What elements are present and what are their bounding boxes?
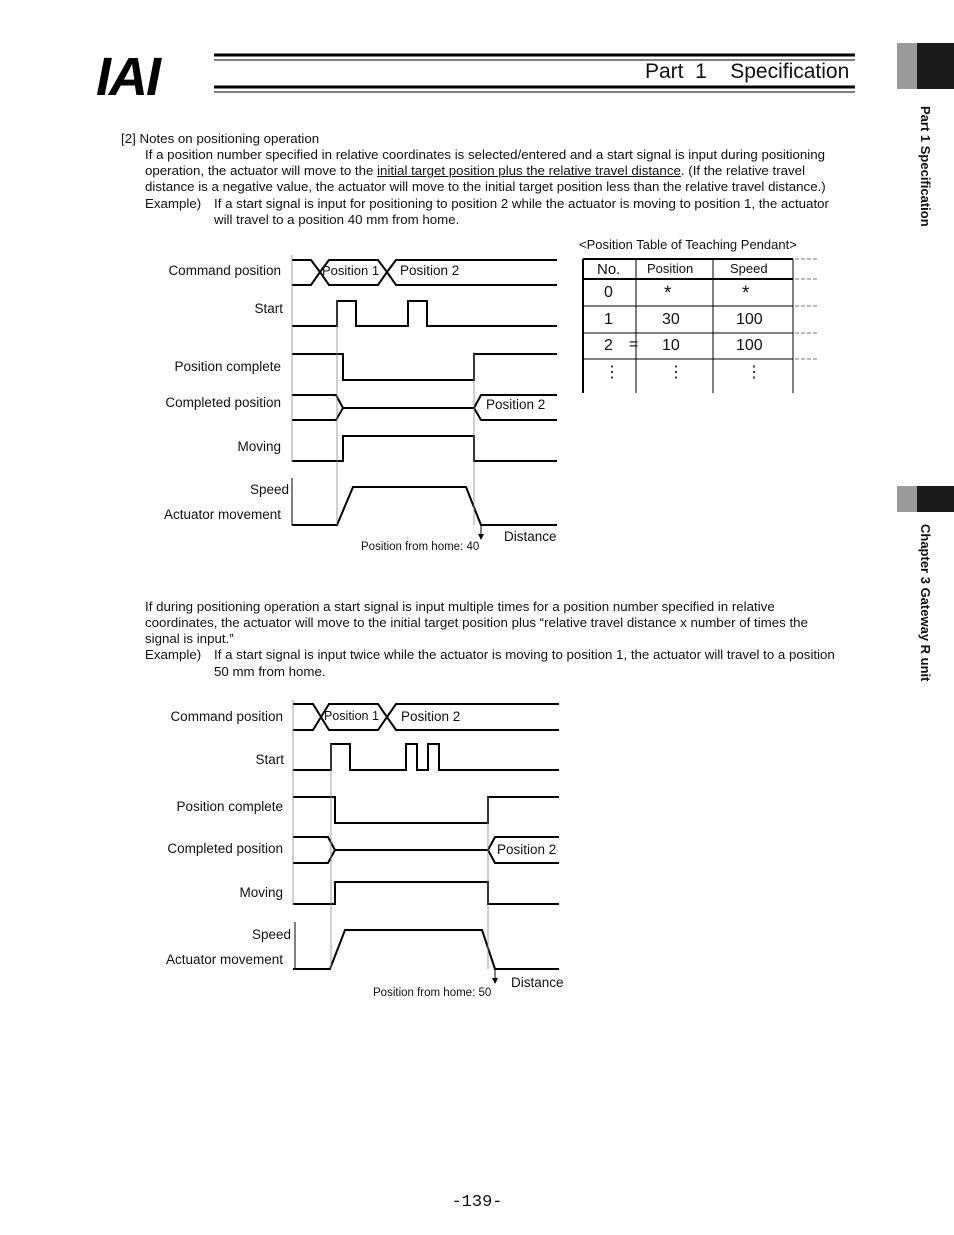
- table-ellipsis-no: ⋮: [604, 364, 620, 381]
- side-tab-bottom-label: Chapter 3 Gateway R unit: [918, 524, 933, 682]
- table-row0-speed: *: [742, 283, 750, 304]
- d1-completed-position2: Position 2: [486, 397, 546, 412]
- d1-distance-arrow: [478, 525, 484, 540]
- diagram1-guides: [292, 255, 474, 525]
- d2-label-start: Start: [255, 752, 284, 767]
- d2-label-moving: Moving: [239, 885, 283, 900]
- d2-cmd-position2: Position 2: [401, 709, 461, 724]
- d2-label-speed: Speed: [251, 927, 291, 942]
- d1-label-actuator-movement: Actuator movement: [163, 507, 281, 522]
- example2-line1: If a start signal is input twice while the actuator is moving to position 1, the actuator will travel to a position: [214, 647, 835, 662]
- d1-speed-wave: [292, 487, 557, 525]
- d1-moving-wave: [292, 436, 557, 461]
- d2-cmd-position1: Position 1: [324, 709, 379, 723]
- table-row2-speed: 100: [736, 337, 763, 354]
- para1-line1: If a position number specified in relative coordinates is selected/entered and a start signal is input during positioning: [145, 147, 826, 162]
- table-row2-no: 2: [604, 337, 613, 354]
- d2-speed-wave: [293, 930, 559, 969]
- table-row1-speed: 100: [736, 311, 763, 328]
- d2-distance-label: Distance: [511, 975, 564, 990]
- d2-label-command-position: Command position: [170, 709, 283, 724]
- table-caption: <Position Table of Teaching Pendant>: [579, 237, 797, 252]
- d1-label-completed-position: Completed position: [165, 395, 281, 410]
- example2-label: Example): [145, 647, 202, 662]
- underlined-phrase: initial target position plus the relative travel distance: [377, 163, 681, 179]
- d2-moving-wave: [293, 882, 559, 904]
- d2-completed-position2: Position 2: [497, 842, 557, 857]
- d2-label-position-complete: Position complete: [176, 799, 283, 814]
- d1-label-moving: Moving: [237, 439, 281, 454]
- table-header-position: Position: [647, 261, 694, 276]
- example1-line2: will travel to a position 40 mm from home.: [214, 212, 460, 227]
- d1-cmd-position2: Position 2: [400, 263, 460, 278]
- table-row2-mark: =: [629, 336, 639, 353]
- iai-logo: IAI: [96, 47, 160, 107]
- d1-position-complete-wave: [292, 354, 557, 380]
- table-ellipsis-speed: ⋮: [746, 364, 762, 381]
- d1-cmd-position1: Position 1: [322, 263, 380, 278]
- paragraph-2: [145, 599, 875, 648]
- d2-position-complete-wave: [293, 797, 559, 823]
- d1-label-position-complete: Position complete: [174, 359, 281, 374]
- d2-completed-left: [293, 837, 335, 863]
- d1-label-command-position: Command position: [168, 263, 281, 278]
- table-row0-position: *: [664, 283, 672, 304]
- position-table-dashed: [795, 259, 819, 359]
- d2-start-wave: [293, 744, 559, 770]
- d2-distance-arrow: [492, 969, 498, 984]
- diagram2-guides: [293, 700, 488, 969]
- page-number: -139-: [451, 1193, 503, 1212]
- table-ellipsis-position: ⋮: [668, 364, 684, 381]
- para2-line3: signal is input.”: [145, 631, 234, 647]
- d1-start-wave: [292, 301, 557, 326]
- para1-line2: operation, the actuator will move to the initial target position plus the relative travel distance. (If the relative travel: [145, 163, 806, 179]
- d1-completed-left: [292, 395, 343, 420]
- para1-line3: distance is a negative value, the actuator will move to the initial target position less than the relative travel distance.): [145, 179, 826, 195]
- page-header-title: Part 1 Specification: [645, 60, 850, 83]
- diagram2-waveforms: [293, 704, 559, 969]
- d1-distance-label: Distance: [504, 529, 557, 544]
- example1-line1: If a start signal is input for positioning to position 2 while the actuator is moving to position 1, the actuator: [214, 196, 829, 211]
- example2-line2: 50 mm from home.: [214, 664, 326, 679]
- side-tab-top-label: Part 1 Specification: [918, 106, 933, 227]
- d2-label-completed-position: Completed position: [167, 841, 283, 856]
- diagram1-waveforms: [292, 260, 557, 525]
- example1-label: Example): [145, 196, 202, 211]
- d1-cmd-top: [320, 260, 557, 272]
- d1-label-speed: Speed: [249, 482, 289, 497]
- d2-cmd-left: [293, 704, 321, 730]
- d1-cmd-bottom: [320, 272, 557, 285]
- para2-line2: coordinates, the actuator will move to the initial target position plus “relative travel distance x number of times the: [145, 615, 808, 631]
- d1-completed-right: [474, 395, 557, 420]
- d1-label-start: Start: [254, 301, 283, 316]
- table-header-speed: Speed: [730, 261, 768, 276]
- table-header-no: No.: [597, 261, 621, 278]
- d2-label-actuator-movement: Actuator movement: [165, 952, 283, 967]
- table-row0-no: 0: [604, 284, 613, 301]
- d1-home-label: Position from home: 40: [361, 541, 480, 553]
- table-row1-position: 30: [662, 311, 680, 328]
- table-row2-position: 10: [662, 337, 680, 354]
- section-heading: [2] Notes on positioning operation: [121, 131, 320, 146]
- table-row1-no: 1: [604, 311, 613, 328]
- para2-line1: If during positioning operation a start signal is input multiple times for a position number specified in relative: [145, 599, 775, 614]
- d2-home-label: Position from home: 50: [373, 987, 492, 999]
- d1-cmd-left: [292, 260, 320, 285]
